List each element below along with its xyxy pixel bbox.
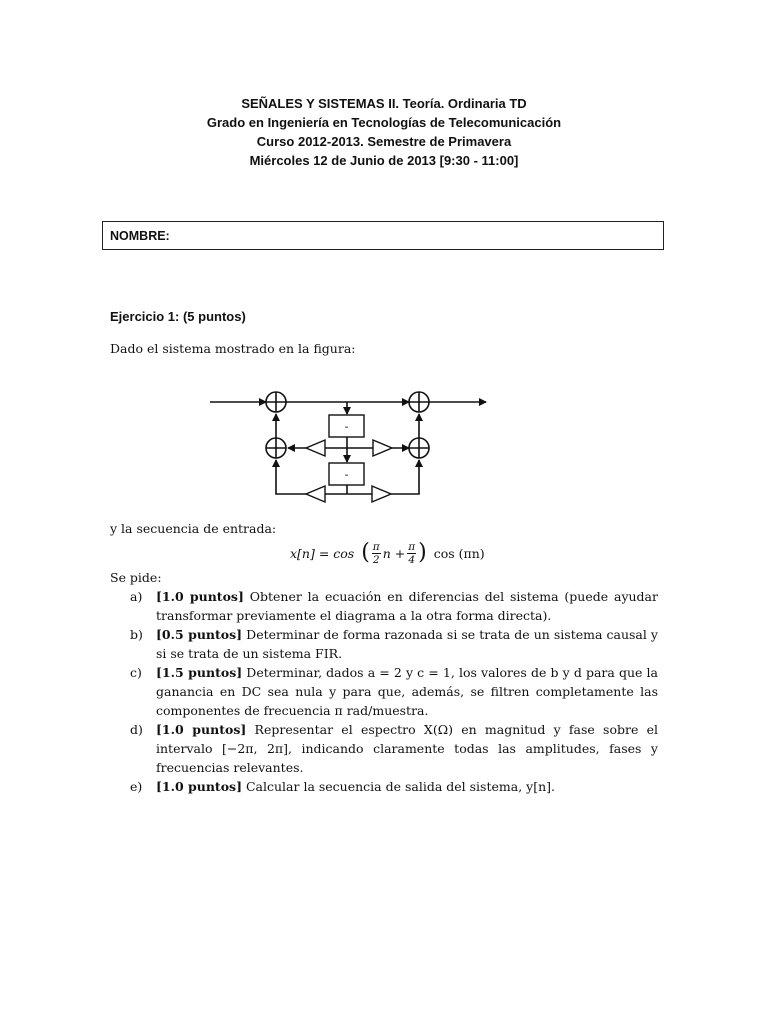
task-list (130, 587, 658, 796)
tasks-heading: Se pide: (110, 570, 162, 585)
bottom-left-loop (276, 460, 306, 494)
adder-top-left-icon (266, 392, 286, 412)
delay-label-2: - (344, 468, 349, 481)
task-text: Determinar, dados a = 2 y c = 1, los valores de b y d para que la ganancia en DC sea nula y para que, además, se filtren completamente las componentes de frecuencia π rad/muestra. (156, 665, 658, 718)
name-label: NOMBRE: (110, 229, 170, 243)
header-term: Curso 2012-2013. Semestre de Primavera (256, 134, 512, 149)
adder-top-right-icon (409, 392, 429, 412)
header-course: SEÑALES Y SISTEMAS II. Teoría. Ordinaria TD (241, 96, 527, 111)
name-field[interactable] (102, 221, 664, 250)
equation-mid: n + (382, 545, 406, 561)
task-points: [0.5 puntos] (156, 627, 243, 642)
task-item: d) [1.0 puntos] Representar el espectro X(Ω) en magnitud y fase sobre el intervalo [−2π, 2π], indicando claramente todas las amplitudes, fases y frecuencias relevantes. (130, 722, 659, 775)
task-text: Representar el espectro X(Ω) en magnitud y fase sobre el intervalo [−2π, 2π], indicando claramente todas las amplitudes, fases y frecuencias relevantes. (156, 722, 659, 775)
task-points: [1.0 puntos] (156, 589, 244, 604)
task-item: e) [1.0 puntos] Calcular la secuencia de salida del sistema, y[n]. (130, 779, 555, 794)
task-item: b) [0.5 puntos] Determinar de forma razonada si se trata de un sistema causal y si se trata de un sistema FIR. (130, 627, 658, 661)
equation-rhs: cos (πn) (433, 545, 485, 561)
fraction-2: $\frac{\pi}{4}$ (408, 540, 416, 566)
gain-b-triangle (373, 440, 392, 456)
task-points: [1.0 puntos] (156, 722, 247, 737)
exercise-title: Ejercicio 1: (5 puntos) (110, 309, 246, 324)
delay-label-1: - (344, 420, 349, 433)
task-points: [1.0 puntos] (156, 779, 242, 794)
paren-close: ) (418, 540, 434, 565)
header-degree: Grado en Ingeniería en Tecnologías de Telecomunicación (206, 115, 562, 130)
gain-a-triangle (306, 440, 325, 456)
bottom-right-loop (391, 460, 419, 494)
task-item: c) [1.5 puntos] Determinar, dados a = 2 y c = 1, los valores de b y d para que la ganancia en DC sea nula y para que, además, se filtren completamente las componentes de frecuencia π rad/muestra. (130, 665, 658, 718)
equation-lhs: x[n] = cos (290, 545, 355, 561)
adder-mid-right-icon (409, 438, 429, 458)
block-diagram (200, 380, 500, 510)
input-sequence-text: y la secuencia de entrada: (110, 521, 277, 536)
task-text: Determinar de forma razonada si se trata de un sistema causal y si se trata de un sistema FIR. (156, 627, 658, 661)
adder-mid-left-icon (266, 438, 286, 458)
gain-c-triangle (306, 486, 325, 502)
header-date: Miércoles 12 de Junio de 2013 [9:30 - 11:00] (249, 153, 519, 168)
task-text: Obtener la ecuación en diferencias del sistema (puede ayudar transformar previamente el diagrama a la otra forma directa). (156, 589, 658, 623)
gain-d-triangle (372, 486, 391, 502)
task-text: Calcular la secuencia de salida del sistema, y[n]. (245, 779, 555, 794)
task-points: [1.5 puntos] (156, 665, 243, 680)
exercise-intro: Dado el sistema mostrado en la figura: (110, 341, 356, 356)
input-equation (290, 536, 485, 570)
fraction-1: $\frac{\pi}{2}$ (372, 540, 380, 566)
exam-header (0, 94, 768, 170)
paren-open: ( (354, 540, 370, 565)
task-item: a) [1.0 puntos] Obtener la ecuación en diferencias del sistema (puede ayudar transformar previamente el diagrama a la otra forma directa). (130, 589, 658, 623)
